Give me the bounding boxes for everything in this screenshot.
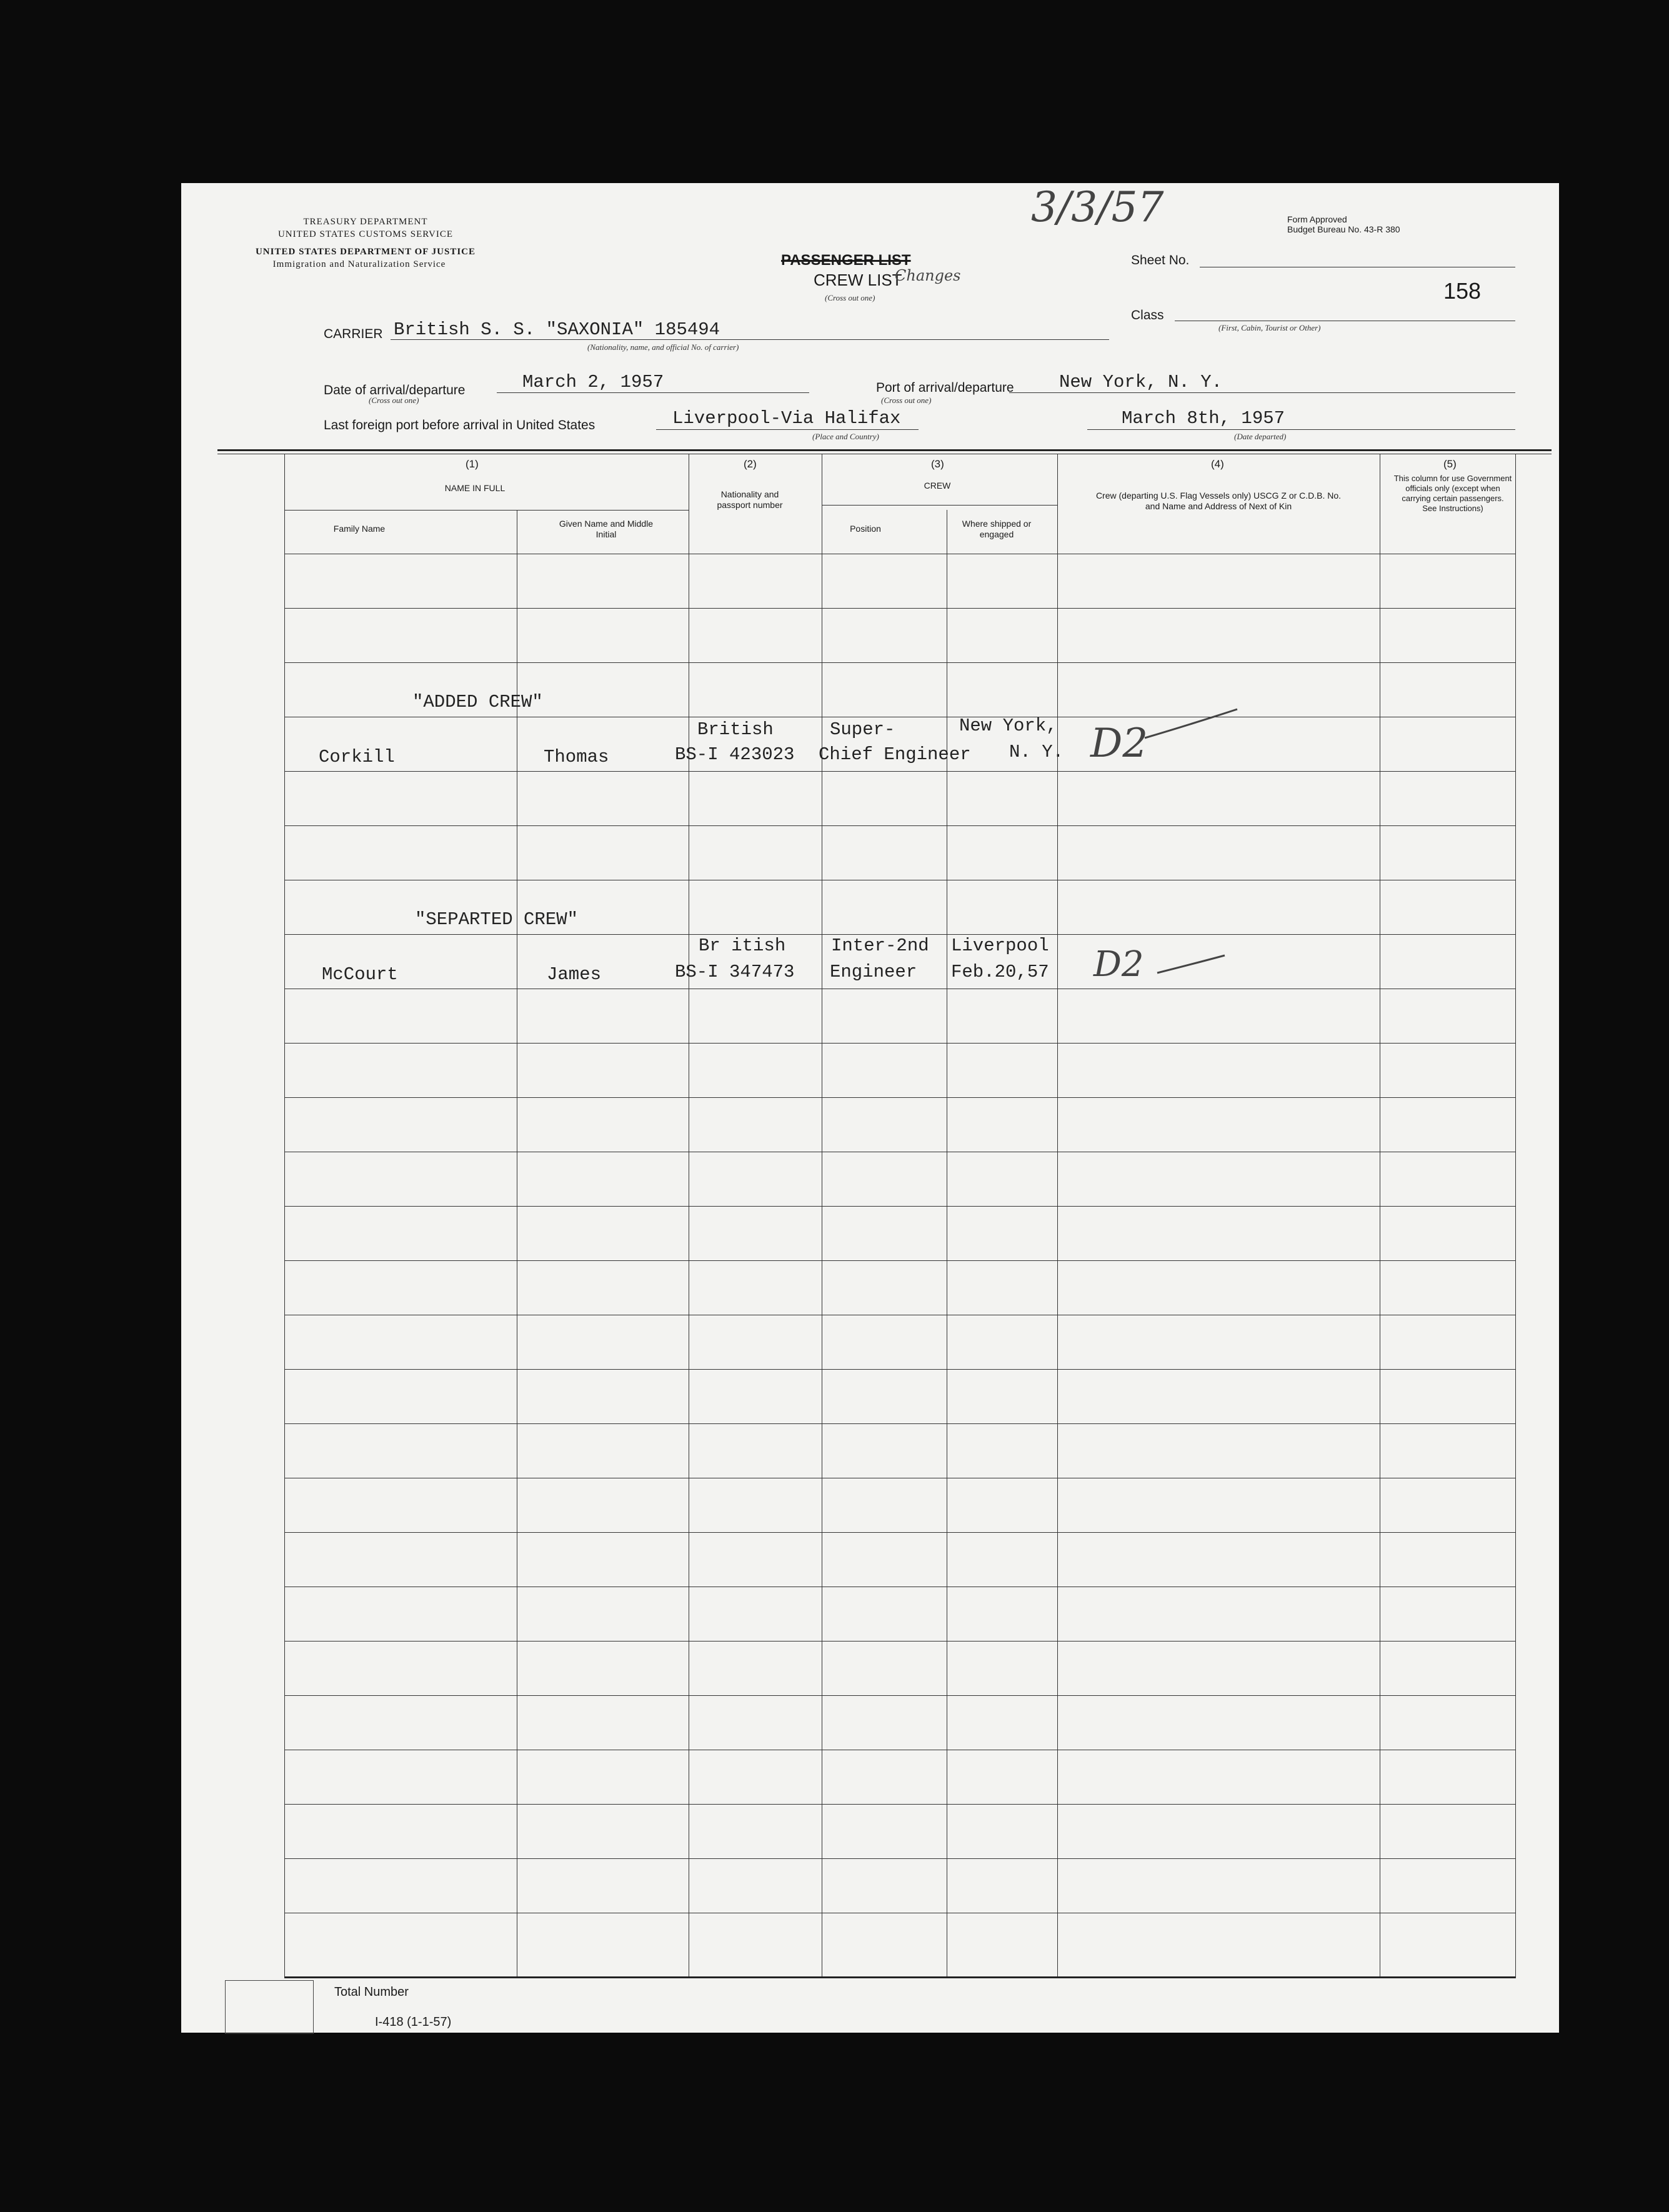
separated-passport: BS-I 347473 <box>675 962 795 982</box>
col3-title: CREW <box>924 481 951 491</box>
header-rule <box>217 449 1552 451</box>
added-nationality: British <box>697 719 774 740</box>
separated-where-1: Liverpool <box>951 935 1049 956</box>
added-mark: D2 <box>1090 720 1148 767</box>
grid-h-7 <box>284 934 1515 935</box>
separated-mark: D2 <box>1094 944 1144 985</box>
col4-num: (4) <box>1211 458 1224 470</box>
grid-h-20 <box>284 1641 1515 1642</box>
grid-v-right <box>1515 454 1516 1978</box>
added-position-2: Chief Engineer <box>819 744 971 765</box>
agency-line-4: Immigration and Naturalization Service <box>272 259 446 269</box>
separated-nationality: Br itish <box>699 935 786 956</box>
arrival-value: March 2, 1957 <box>522 372 664 392</box>
col3b-title: Where shipped or engaged <box>962 519 1032 539</box>
changes-handwritten: Changes <box>895 267 961 284</box>
agency-line-3: UNITED STATES DEPARTMENT OF JUSTICE <box>255 247 476 257</box>
col1-num: (1) <box>466 458 479 470</box>
carrier-line <box>391 339 1109 340</box>
port-value: New York, N. Y. <box>1059 372 1223 392</box>
added-where-2: N. Y. <box>1009 742 1064 762</box>
separated-crew-heading: "SEPARTED CREW" <box>415 909 579 930</box>
last-port-line <box>656 429 919 430</box>
grid-h-sub3 <box>822 505 1057 506</box>
sheet-no-label: Sheet No. <box>1131 253 1190 267</box>
departed-date-line <box>1087 429 1515 430</box>
grid-h-2 <box>284 662 1515 663</box>
grid-h-sub1 <box>284 510 689 511</box>
grid-h-23 <box>284 1804 1515 1805</box>
grid-h-4 <box>284 771 1515 772</box>
added-where-1: New York, <box>959 715 1057 736</box>
port-note: (Cross out one) <box>881 396 932 405</box>
added-family-name: Corkill <box>319 747 395 767</box>
budget-bureau: Budget Bureau No. 43-R 380 <box>1287 224 1400 234</box>
total-number-box <box>225 1980 314 2034</box>
separated-where-2: Feb.20,57 <box>951 962 1049 982</box>
added-mark-stroke <box>1143 707 1243 744</box>
port-label: Port of arrival/departure <box>876 381 1014 395</box>
cross-out-note: (Cross out one) <box>825 293 875 302</box>
departed-date-note: (Date departed) <box>1234 432 1287 441</box>
arrival-label: Date of arrival/departure <box>324 383 466 397</box>
last-port-label: Last foreign port before arrival in United States <box>324 418 595 432</box>
crew-list-title: CREW LIST <box>814 271 902 289</box>
form-number: I-418 (1-1-57) <box>375 2015 452 2029</box>
last-port-note: (Place and Country) <box>812 432 879 441</box>
grid-h-13 <box>284 1260 1515 1261</box>
grid-h-24 <box>284 1858 1515 1859</box>
col5-title: This column for use Government officials only (except when carrying certain passengers. See Instructions) <box>1393 474 1512 513</box>
form-sheet <box>181 183 1559 2033</box>
added-position-1: Super- <box>830 719 895 740</box>
separated-family-name: McCourt <box>322 964 398 985</box>
handwritten-date: 3/3/57 <box>1031 183 1164 231</box>
col2-num: (2) <box>744 458 757 470</box>
col5-num: (5) <box>1443 458 1457 470</box>
separated-given-name: James <box>547 964 602 985</box>
grid-h-9 <box>284 1043 1515 1044</box>
added-passport: BS-I 423023 <box>675 744 795 765</box>
col2-title: Nationality and passport number <box>717 489 783 510</box>
grid-h-15 <box>284 1369 1515 1370</box>
arrival-note: (Cross out one) <box>369 396 419 405</box>
grid-h-5 <box>284 825 1515 826</box>
col1-title: NAME IN FULL <box>444 483 506 493</box>
arrival-line <box>497 392 809 393</box>
sheet-no-value: 158 <box>1443 278 1482 304</box>
class-label: Class <box>1131 308 1164 322</box>
passenger-list-struck: PASSENGER LIST <box>781 252 911 269</box>
carrier-note: (Nationality, name, and official No. of carrier) <box>587 342 739 352</box>
form-approved: Form Approved <box>1287 214 1347 224</box>
col1a-title: Family Name <box>333 524 386 534</box>
grid-h-18 <box>284 1532 1515 1533</box>
separated-mark-stroke <box>1156 952 1231 977</box>
grid-h-12 <box>284 1206 1515 1207</box>
grid-h-21 <box>284 1695 1515 1696</box>
total-number-label: Total Number <box>334 1985 409 1999</box>
carrier-label: CARRIER <box>324 327 383 341</box>
grid-h-10 <box>284 1097 1515 1098</box>
col3a-title: Position <box>850 524 881 534</box>
separated-position-2: Engineer <box>830 962 917 982</box>
agency-line-1: TREASURY DEPARTMENT <box>303 217 428 227</box>
last-port-value: Liverpool-Via Halifax <box>672 408 901 429</box>
col3-num: (3) <box>931 458 944 470</box>
col1b-title: Given Name and Middle Initial <box>559 519 654 539</box>
agency-line-2: UNITED STATES CUSTOMS SERVICE <box>277 229 454 239</box>
port-line <box>1009 392 1515 393</box>
grid-h-bottom <box>284 1976 1515 1978</box>
class-note: (First, Cabin, Tourist or Other) <box>1218 323 1321 332</box>
grid-h-16 <box>284 1423 1515 1424</box>
carrier-value: British S. S. "SAXONIA" 185494 <box>394 319 720 340</box>
departed-date-value: March 8th, 1957 <box>1122 408 1285 429</box>
added-crew-heading: "ADDED CREW" <box>412 692 543 712</box>
separated-position-1: Inter-2nd <box>831 935 929 956</box>
grid-h-1 <box>284 608 1515 609</box>
added-given-name: Thomas <box>544 747 609 767</box>
col4-title: Crew (departing U.S. Flag Vessels only) USCG Z or C.D.B. No. and Name and Address of Next of Kin <box>1095 491 1342 511</box>
